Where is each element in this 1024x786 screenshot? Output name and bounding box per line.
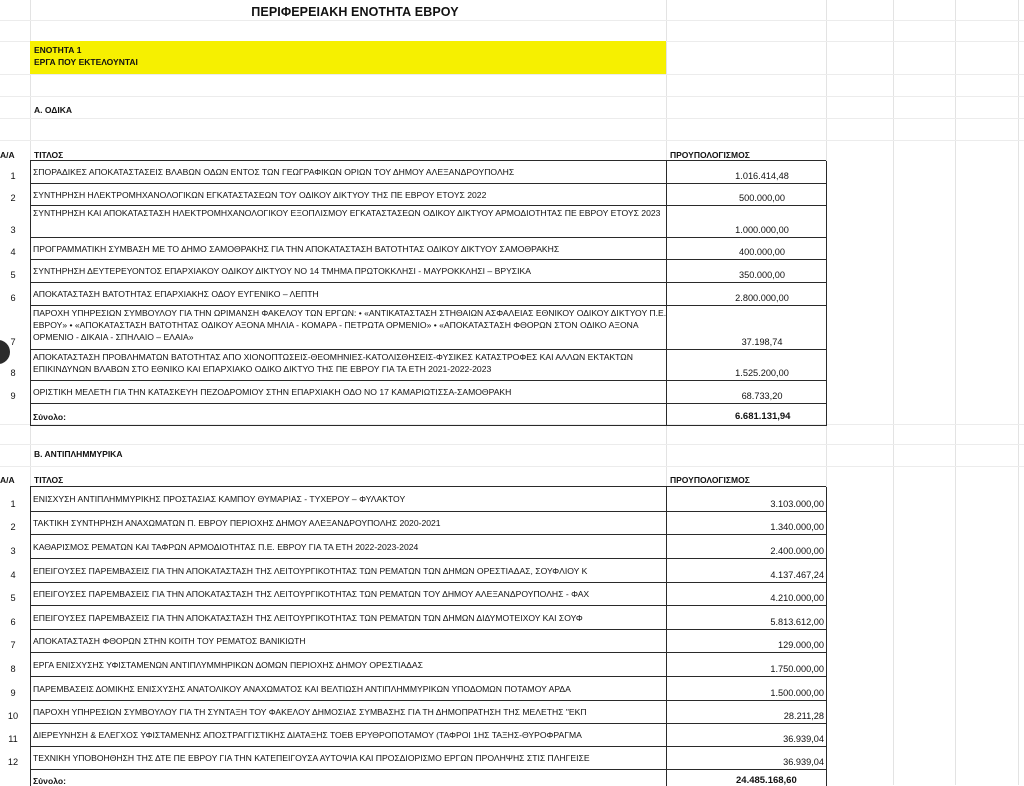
section-b-col-budget: ΠΡΟΥΠΟΛΟΓΙΣΜΟΣ (670, 475, 750, 485)
row-amount: 1.525.200,00 (735, 368, 789, 378)
row-amount: 1.340.000,00 (770, 522, 824, 532)
section-a-col-title: ΤΙΤΛΟΣ (34, 150, 64, 160)
row-amount: 5.813.612,00 (770, 617, 824, 627)
row-title: ΣΥΝΤΗΡΗΣΗ ΔΕΥΤΕΡΕΥΟΝΤΟΣ ΕΠΑΡΧΙΑΚΟΥ ΟΔΙΚΟΥ ΔΙΚΤΥΟΥ ΝΟ 14 ΤΜΗΜΑ ΠΡΩΤΟΚΚΛΗΣΙ - ΜΑΥΡΟΚΚΛΗΣΙ – ΒΡΥΣΙΚΑ (33, 266, 531, 276)
unit-number: ΕΝΟΤΗΤΑ 1 (34, 45, 82, 55)
row-amount: 1.750.000,00 (770, 664, 824, 674)
row-title: ΣΥΝΤΗΡΗΣΗ ΗΛΕΚΤΡΟΜΗΧΑΝΟΛΟΓΙΚΩΝ ΕΓΚΑΤΑΣΤΑΣΕΩΝ ΤΟΥ ΟΔΙΚΟΥ ΔΙΚΤΥΟΥ ΤΗΣ ΠΕ ΕΒΡΟΥ ΕΤΟΥΣ 2022 (33, 189, 487, 200)
table-row[interactable] (10, 350, 826, 381)
row-number: 7 (10, 337, 16, 347)
row-amount: 350.000,00 (739, 270, 785, 280)
row-amount: 3.103.000,00 (770, 499, 824, 509)
section-b-col-title: ΤΙΤΛΟΣ (34, 475, 64, 485)
row-title: ΕΝΙΣΧΥΣΗ ΑΝΤΙΠΛΗΜΜΥΡΙΚΗΣ ΠΡΟΣΤΑΣΙΑΣ ΚΑΜΠΟΥ ΘΥΜΑΡΙΑΣ - ΤΥΧΕΡΟΥ – ΦΥΛΑΚΤΟΥ (33, 494, 406, 504)
row-title: ΕΠΕΙΓΟΥΣΕΣ ΠΑΡΕΜΒΑΣΕΙΣ ΓΙΑ ΤΗΝ ΑΠΟΚΑΤΑΣΤΑΣΗ ΤΗΣ ΛΕΙΤΟΥΡΓΙΚΟΤΗΤΑΣ ΤΩΝ ΡΕΜΑΤΩΝ ΤΩΝ ΔΗΜΩΝ ΔΙΔΥΜΟΤΕΙΧΟΥ ΚΑΙ ΣΟΥΦ (33, 612, 583, 623)
table-row[interactable] (10, 487, 826, 512)
row-number: 8 (10, 664, 16, 674)
table-row[interactable] (10, 583, 826, 606)
row-title: ΑΠΟΚΑΤΑΣΤΑΣΗ ΒΑΤΟΤΗΤΑΣ ΕΠΑΡΧΙΑΚΗΣ ΟΔΟΥ ΕΥΓΕΝΙΚΟ – ΛΕΠΤΗ (33, 289, 319, 299)
table-row[interactable] (10, 184, 826, 206)
section-a-col-budget: ΠΡΟΥΠΟΛΟΓΙΣΜΟΣ (670, 150, 750, 160)
section-a-title: Α. ΟΔΙΚΑ (34, 105, 72, 115)
row-number: 3 (10, 546, 16, 556)
row-number: 4 (10, 247, 16, 257)
unit-banner (30, 41, 666, 74)
total-label: Σύνολο: (33, 412, 66, 422)
table-row[interactable] (10, 630, 826, 653)
row-amount: 1.500.000,00 (770, 688, 824, 698)
row-amount: 2.400.000,00 (770, 546, 824, 556)
table-row[interactable] (10, 161, 826, 184)
row-number: 5 (10, 593, 16, 603)
row-number: 2 (10, 193, 16, 203)
row-amount: 400.000,00 (739, 247, 785, 257)
row-number: 2 (10, 522, 16, 532)
section-b-title: Β. ΑΝΤΙΠΛΗΜΜΥΡΙΚΑ (34, 449, 123, 459)
table-row[interactable] (7, 701, 826, 724)
row-number: 1 (10, 499, 16, 509)
row-number: 8 (10, 368, 16, 378)
row-title: ΠΡΟΓΡΑΜΜΑΤΙΚΗ ΣΥΜΒΑΣΗ ΜΕ ΤΟ ΔΗΜΟ ΣΑΜΟΘΡΑΚΗΣ ΓΙΑ ΤΗΝ ΑΠΟΚΑΤΑΣΤΑΣΗ ΒΑΤΟΤΗΤΑΣ ΟΔΙΚΟΥ ΔΙΚΤΥΟΥ ΣΑΜΟΘΡΑΚΗΣ (33, 243, 560, 254)
table-row[interactable] (10, 381, 826, 404)
row-number: 3 (10, 225, 16, 235)
table-row[interactable] (10, 535, 826, 559)
row-title: ΤΑΚΤΙΚΗ ΣΥΝΤΗΡΗΣΗ ΑΝΑΧΩΜΑΤΩΝ Π. ΕΒΡΟΥ ΠΕΡΙΟΧΗΣ ΔΗΜΟΥ ΑΛΕΞΑΝΔΡΟΥΠΟΛΗΣ 2020-2021 (33, 518, 441, 528)
row-number: 10 (7, 711, 19, 721)
row-amount: 37.198,74 (741, 337, 783, 347)
row-title: ΟΡΙΣΤΙΚΗ ΜΕΛΕΤΗ ΓΙΑ ΤΗΝ ΚΑΤΑΣΚΕΥΗ ΠΕΖΟΔΡΟΜΙΟΥ ΣΤΗΝ ΕΠΑΡΧΙΑΚΗ ΟΔΟ ΝΟ 17 ΚΑΜΑΡΙΩΤΙΣΣΑ-ΣΑΜΟΘΡΑΚΗ (33, 387, 512, 397)
row-number: 5 (10, 270, 16, 280)
row-title: ΣΠΟΡΑΔΙΚΕΣ ΑΠΟΚΑΤΑΣΤΑΣΕΙΣ ΒΛΑΒΩΝ ΟΔΩΝ ΕΝΤΟΣ ΤΩΝ ΓΕΩΓΡΑΦΙΚΩΝ ΟΡΙΩΝ ΤΟΥ ΔΗΜΟΥ ΑΛΕΞΑΝΔΡΟΥΠΟΛΗΣ (33, 167, 515, 177)
table-row[interactable] (10, 238, 826, 260)
row-number: 1 (10, 171, 16, 181)
row-title: ΔΙΕΡΕΥΝΗΣΗ & ΕΛΕΓΧΟΣ ΥΦΙΣΤΑΜΕΝΗΣ ΑΠΟΣΤΡΑΓΓΙΣΤΙΚΗΣ ΔΙΑΤΑΞΗΣ ΤΟΕΒ ΕΡΥΘΡΟΠΟΤΑΜΟΥ (ΤΑΦΡΟΙ 1ΗΣ ΤΑΞΗΣ-ΘΥΡΟΦΡΑΓΜΑ (33, 730, 582, 740)
row-amount: 36.939,04 (783, 734, 824, 744)
row-number: 6 (10, 617, 16, 627)
row-title: ΑΠΟΚΑΤΑΣΤΑΣΗ ΠΡΟΒΛΗΜΑΤΩΝ ΒΑΤΟΤΗΤΑΣ ΑΠΟ ΧΙΟΝΟΠΤΩΣΕΙΣ-ΘΕΟΜΗΝΙΕΣ-ΚΑΤΟΛΙΣΘΗΣΕΙΣ-ΦΥΣΙΚΕΣ ΚΑΤΑΣΤΡΟΦΕΣ ΚΑΙ ΑΛΛΩΝ ΕΚΤΑΚΤΩΝ ΕΠΙΚΙΝΔΥΝΩΝ ΒΛΑΒΩΝ ΣΤΟ ΕΘΝΙΚΟ ΚΑΙ ΕΠΑΡΧΙΑΚΟ ΟΔΙΚΟ ΔΙΚΤΥΟ ΤΗΣ ΠΕ ΕΒΡΟΥ ΓΙΑ ΤΑ ΕΤΗ 2021-2022-2023 (33, 352, 633, 374)
row-title: ΠΑΡΕΜΒΑΣΕΙΣ ΔΟΜΙΚΗΣ ΕΝΙΣΧΥΣΗΣ ΑΝΑΤΟΛΙΚΟΥ ΑΝΑΧΩΜΑΤΟΣ ΚΑΙ ΒΕΛΤΙΩΣΗ ΑΝΤΙΠΛΗΜΜΥΡΙΚΩΝ ΥΠΟΔΟΜΩΝ ΠΟΤΑΜΟΥ ΑΡΔΑ (33, 683, 571, 694)
row-title: ΤΕΧΝΙΚΗ ΥΠΟΒΟΗΘΗΣΗ ΤΗΣ ΔΤΕ ΠΕ ΕΒΡΟΥ ΓΙΑ ΤΗΝ ΚΑΤΕΠΕΙΓΟΥΣΑ ΑΥΤΟΨΙΑ ΚΑΙ ΠΡΟΣΔΙΟΡΙΣΜΟ ΕΡΓΩΝ ΠΡΟΛΗΨΗΣ ΣΤΙΣ ΠΛΗΓΕΙΣΕ (33, 753, 590, 763)
row-number: 12 (7, 757, 19, 767)
row-title: ΕΠΕΙΓΟΥΣΕΣ ΠΑΡΕΜΒΑΣΕΙΣ ΓΙΑ ΤΗΝ ΑΠΟΚΑΤΑΣΤΑΣΗ ΤΗΣ ΛΕΙΤΟΥΡΓΙΚΟΤΗΤΑΣ ΤΩΝ ΡΕΜΑΤΩΝ ΤΟΥ ΔΗΜΟΥ ΑΛΕΞΑΝΔΡΟΥΠΟΛΗΣ - ΦΑΧ (33, 589, 590, 599)
section-a-col-num: Α/Α (0, 150, 15, 160)
row-title: ΕΠΕΙΓΟΥΣΕΣ ΠΑΡΕΜΒΑΣΕΙΣ ΓΙΑ ΤΗΝ ΑΠΟΚΑΤΑΣΤΑΣΗ ΤΗΣ ΛΕΙΤΟΥΡΓΙΚΟΤΗΤΑΣ ΤΩΝ ΡΕΜΑΤΩΝ ΤΩΝ ΔΗΜΩΝ ΟΡΕΣΤΙΑΔΑΣ, ΣΟΥΦΛΙΟΥ Κ (33, 565, 588, 576)
row-amount: 68.733,20 (741, 391, 783, 401)
row-title: ΕΡΓΑ ΕΝΙΣΧΥΣΗΣ ΥΦΙΣΤΑΜΕΝΩΝ ΑΝΤΙΠΛΥΜΜΗΡΙΚΩΝ ΔΟΜΩΝ ΠΕΡΙΟΧΗΣ ΔΗΜΟΥ ΟΡΕΣΤΙΑΔΑΣ (33, 659, 423, 670)
row-number: 7 (10, 640, 16, 650)
row-number: 4 (10, 570, 16, 580)
row-title: ΠΑΡΟΧΗ ΥΠΗΡΕΣΙΩΝ ΣΥΜΒΟΥΛΟΥ ΓΙΑ ΤΗ ΣΥΝΤΑΞΗ ΤΟΥ ΦΑΚΕΛΟΥ ΔΗΜΟΣΙΑΣ ΣΥΜΒΑΣΗΣ ΓΙΑ ΤΗ ΔΗΜΟΠΡΑΤΗΣΗ ΤΗΣ ΜΕΛΕΤΗΣ "ΕΚΠ (33, 707, 587, 717)
total-label: Σύνολο: (33, 776, 66, 786)
row-amount: 1.016.414,48 (735, 171, 789, 181)
section-b-table (7, 486, 826, 786)
row-number: 9 (10, 391, 16, 401)
row-title: ΠΑΡΟΧΗ ΥΠΗΡΕΣΙΩΝ ΣΥΜΒΟΥΛΟΥ ΓΙΑ ΤΗΝ ΩΡΙΜΑΝΣΗ ΦΑΚΕΛΟΥ ΤΩΝ ΕΡΓΩΝ: • «ΑΝΤΙΚΑΤΑΣΤΑΣΗ ΣΤΗΘΑΙΩΝ ΑΣΦΑΛΕΙΑΣ ΕΘΝΙΚΟΥ ΟΔΙΚΟΥ ΔΙΚΤΥΟΥ Π.Ε. ΕΒΡΟΥ» • «ΑΠΟΚΑΤΑΣΤΑΣΗ ΒΑΤΟΤΗΤΑΣ ΟΔΙΚΟΥ ΑΞΟΝΑ ΜΗΛΙΑ - ΚΟΜΑΡΑ - ΠΕΤΡΩΤΑ ΟΡΜΕΝΙΟ» • «ΑΠΟΚΑΤΑΣΤΑΣΗ ΦΘΟΡΩΝ ΣΤΟΝ ΟΔΙΚΟ ΑΞΟΝΑ ΟΡΜΕΝΙΟ - ΔΙΚΑΙΑ - ΣΠΗΛΑΙΟ – ΕΛΑΙΑ» (33, 308, 667, 342)
table-row[interactable] (10, 653, 826, 677)
row-number: 6 (10, 293, 16, 303)
unit-subtitle: ΕΡΓΑ ΠΟΥ ΕΚΤΕΛΟΥΝΤΑΙ (34, 57, 138, 67)
row-amount: 4.210.000,00 (770, 593, 824, 603)
table-row[interactable] (10, 677, 826, 701)
row-number: 9 (10, 688, 16, 698)
total-row (30, 770, 826, 786)
total-amount: 6.681.131,94 (735, 411, 791, 422)
row-amount: 2.800.000,00 (735, 293, 789, 303)
table-row[interactable] (10, 559, 826, 583)
row-amount: 28.211,28 (783, 711, 824, 721)
table-row[interactable] (10, 512, 826, 535)
section-b-col-num: Α/Α (0, 475, 15, 485)
section-a-table (10, 160, 826, 426)
row-title: ΑΠΟΚΑΤΑΣΤΑΣΗ ΦΘΟΡΩΝ ΣΤΗΝ ΚΟΙΤΗ ΤΟΥ ΡΕΜΑΤΟΣ ΒΑΝΙΚΙΩΤΗ (33, 636, 306, 646)
row-amount: 36.939,04 (783, 757, 824, 767)
row-amount: 500.000,00 (739, 193, 785, 203)
row-amount: 1.000.000,00 (735, 225, 789, 235)
row-number: 11 (8, 734, 18, 744)
table-row[interactable] (7, 747, 826, 770)
page-title: ΠΕΡΙΦΕΡΕΙΑΚΗ ΕΝΟΤΗΤΑ ΕΒΡΟΥ (251, 5, 459, 19)
row-amount: 129.000,00 (778, 640, 824, 650)
table-row[interactable] (10, 260, 826, 283)
total-amount: 24.485.168,60 (736, 775, 797, 786)
row-amount: 4.137.467,24 (770, 570, 824, 580)
row-title: ΣΥΝΤΗΡΗΣΗ ΚΑΙ ΑΠΟΚΑΤΑΣΤΑΣΗ ΗΛΕΚΤΡΟΜΗΧΑΝΟΛΟΓΙΚΟΥ ΕΞΟΠΛΙΣΜΟΥ ΕΓΚΑΤΑΣΤΑΣΕΩΝ ΟΔΙΚΟΥ ΔΙΚΤΥΟΥ ΑΡΜΟΔΙΟΤΗΤΑΣ ΠΕ ΕΒΡΟΥ ΕΤΟΥΣ 2023 (33, 208, 661, 218)
table-row[interactable] (8, 724, 826, 747)
table-row[interactable] (10, 306, 826, 350)
total-row (30, 404, 826, 426)
row-title: ΚΑΘΑΡΙΣΜΟΣ ΡΕΜΑΤΩΝ ΚΑΙ ΤΑΦΡΩΝ ΑΡΜΟΔΙΟΤΗΤΑΣ Π.Ε. ΕΒΡΟΥ ΓΙΑ ΤΑ ΕΤΗ 2022-2023-2024 (33, 541, 419, 552)
table-row[interactable] (10, 606, 826, 630)
table-row[interactable] (10, 206, 826, 238)
table-row[interactable] (10, 283, 826, 306)
